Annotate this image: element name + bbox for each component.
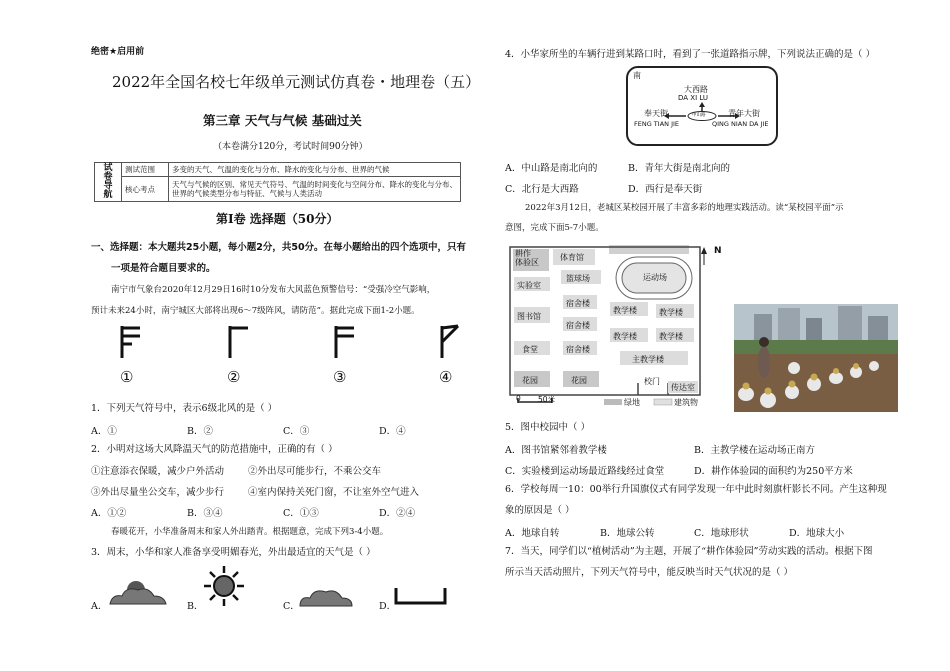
q1-opt-a: A．① (91, 426, 117, 437)
map-guard: 传达室 (671, 383, 695, 392)
q1-opt-d: D．④ (379, 426, 406, 437)
map-stadium: 运动场 (643, 273, 667, 282)
passage3-line1: 2022年3月12日，老城区某校园开展了丰富多彩的地理实践活动。读“某校园平面”示 (525, 203, 844, 213)
map-dorm-1: 宿舍楼 (566, 299, 590, 308)
passage2: 春暖花开，小华准备周末和家人外出踏青。根据题意，完成下列3-4小题。 (111, 527, 389, 537)
wind-symbol-2-icon (230, 326, 248, 358)
info-row1-key: 测试范围 (122, 163, 169, 177)
activity-photo (734, 304, 898, 412)
q4-opt-d: D．西行是奉天街 (628, 184, 703, 195)
q1-text: 1．下列天气符号中，表示6级北风的是（ ） (91, 403, 278, 414)
secret-label: 绝密★启用前 (91, 47, 145, 57)
q2-item-4: ④室内保持关死门窗，不让室外空气进入 (248, 487, 420, 498)
q2-opt-a: A．①② (91, 508, 127, 519)
q3-text: 3．周末，小华和家人准备享受明媚春光，外出最适宜的天气是（ ） (91, 547, 376, 558)
wind-symbol-3-icon (336, 326, 354, 358)
passage1-line2: 预计未来24小时，南宁城区大部将出现6～7级阵风，请防范”。据此完成下面1-2小题。 (91, 306, 420, 316)
q2-item-1: ①注意添衣保暖，减少户外活动 (91, 466, 225, 477)
road-sign (626, 66, 778, 146)
q3-opt-b: B． (187, 601, 204, 612)
q7-line2: 所示当天活动照片，下列天气符号中，能反映当时天气状况的是（ ） (505, 567, 794, 578)
q1-opt-c: C．③ (283, 426, 310, 437)
q6-line1: 6．学校每周一10：00举行升国旗仪式有同学发现一年中此时刻旗杆影长不同。产生这种现 (505, 484, 887, 495)
sign-top-py: DA XI LU (678, 94, 709, 102)
map-main-teach: 主教学楼 (632, 355, 664, 364)
q4-opt-c: C．北行是大西路 (505, 184, 579, 195)
map-garden-2: 花园 (571, 376, 587, 385)
q3-opt-a: A． (91, 601, 108, 612)
map-gate: 校门 (644, 377, 660, 386)
q2-opt-d: D．②④ (379, 508, 416, 519)
q2-item-3: ③外出尽量坐公交车，减少步行 (91, 487, 225, 498)
wind-label-3: ③ (333, 368, 347, 386)
info-table (94, 162, 461, 202)
section1-title: 第Ⅰ卷 选择题（50分） (216, 212, 339, 226)
q5-opt-d: D．耕作体验园的面积约为250平方米 (694, 466, 853, 477)
sign-right-cn: 青年大街 (728, 109, 760, 118)
overcast-icon (296, 582, 354, 608)
q2-opt-b: B．③④ (187, 508, 223, 519)
q7-line1: 7．当天，同学们以“植树活动”为主题，开展了“耕作体验园”劳动实践的活动。根据下图 (505, 546, 873, 557)
map-teach-3: 教学楼 (613, 332, 637, 341)
passage3-line2: 意图，完成下面5-7小题。 (505, 223, 604, 233)
q4-text: 4．小华家所坐的车辆行进到某路口时，看到了一张道路指示牌，下列说法正确的是（ ） (505, 49, 876, 60)
page-title: 2022年全国名校七年级单元测试仿真卷・地理卷（五） (112, 73, 481, 91)
passage1-line1: 南宁市气象台2020年12月29日16时10分发布大风蓝色预警信号：“受强冷空气影响， (111, 285, 436, 295)
wind-label-4: ④ (439, 368, 453, 386)
map-scale-length: 50米 (538, 395, 556, 404)
map-gym: 体育馆 (560, 253, 584, 262)
map-scale-zero: 0 (516, 394, 521, 403)
cloudy-sun-icon (106, 574, 168, 606)
sign-left-cn: 奉天街 (644, 109, 668, 118)
map-teach-1: 教学楼 (613, 306, 637, 315)
q3-opt-c: C． (283, 601, 300, 612)
map-dorm-3: 宿舍楼 (566, 345, 590, 354)
section1-intro-1: 一、选择题：本大题共25小题，每小题2分，共50分。在每小题给出的四个选项中，只有 (91, 242, 467, 253)
map-basketball: 篮球场 (566, 274, 590, 283)
q4-opt-b: B．青年大街是南北向的 (628, 163, 730, 174)
map-legend-building: 建筑物 (674, 398, 698, 407)
q6-opt-d: D．地球大小 (789, 528, 845, 539)
map-lab: 实验室 (517, 281, 541, 290)
map-garden-1: 花园 (522, 376, 538, 385)
q5-text: 5．图中校园中（ ） (505, 422, 591, 433)
q2-item-2: ②外出尽可能步行，不乘公交车 (248, 466, 382, 477)
sign-arrows (628, 68, 776, 144)
map-legend-green: 绿地 (624, 398, 640, 407)
sign-top-cn: 大西路 (684, 85, 708, 94)
weather-symbol-d-icon (393, 586, 449, 606)
sign-center: 中山路 (692, 113, 706, 118)
map-dorm-2: 宿舍楼 (566, 321, 590, 330)
map-library: 图书馆 (517, 312, 541, 321)
map-teach-4: 教学楼 (659, 332, 683, 341)
q1-opt-b: B．② (187, 426, 213, 437)
sign-right-py: QING NIAN DA JIE (712, 120, 769, 128)
map-canteen: 食堂 (522, 345, 538, 354)
q2-text: 2．小明对这场大风降温天气的防范措施中，正确的有（ ） (91, 444, 338, 455)
q6-opt-c: C．地球形状 (694, 528, 749, 539)
school-map (508, 243, 722, 408)
info-label: 试 卷 导 航 (95, 163, 122, 202)
score-note: （本卷满分120分，考试时间90分钟） (213, 142, 368, 152)
q5-opt-c: C．实验楼到运动场最近路线经过食堂 (505, 466, 665, 477)
map-teach-2: 教学楼 (659, 308, 683, 317)
section1-intro-2: 一项是符合题目要求的。 (111, 263, 216, 274)
sunny-icon (202, 564, 246, 608)
wind-symbol-1-icon (122, 326, 140, 358)
q2-opt-c: C．①③ (283, 508, 319, 519)
q6-line2: 象的原因是（ ） (505, 505, 575, 516)
info-row2-key: 核心考点 (122, 177, 169, 202)
q5-opt-b: B．主教学楼在运动场正南方 (694, 445, 815, 456)
info-row1-val: 多变的天气、气温的变化与分布、降水的变化与分布、世界的气候 (169, 163, 461, 177)
q4-opt-a: A．中山路是南北向的 (505, 163, 598, 174)
wind-symbol-4-icon (442, 326, 458, 358)
map-farm-area: 耕作 体验区 (515, 249, 539, 267)
q3-opt-d: D． (379, 601, 397, 612)
sign-direction: 南 (633, 71, 641, 80)
info-row2-val: 天气与气候的区别、常见天气符号、气温的时间变化与空间分布、降水的变化与分布、世界的气候类型分布与特征、气候与人类活动 (169, 177, 461, 202)
map-north: N (714, 246, 722, 256)
chapter-title: 第三章 天气与气候 基础过关 (203, 113, 362, 128)
sign-left-py: FENG TIAN JIE (634, 120, 680, 128)
wind-label-2: ② (227, 368, 241, 386)
q6-opt-b: B．地球公转 (600, 528, 655, 539)
wind-symbols (110, 324, 470, 364)
q6-opt-a: A．地球自转 (505, 528, 560, 539)
q5-opt-a: A．图书馆紧邻着教学楼 (505, 445, 607, 456)
wind-label-1: ① (120, 368, 134, 386)
